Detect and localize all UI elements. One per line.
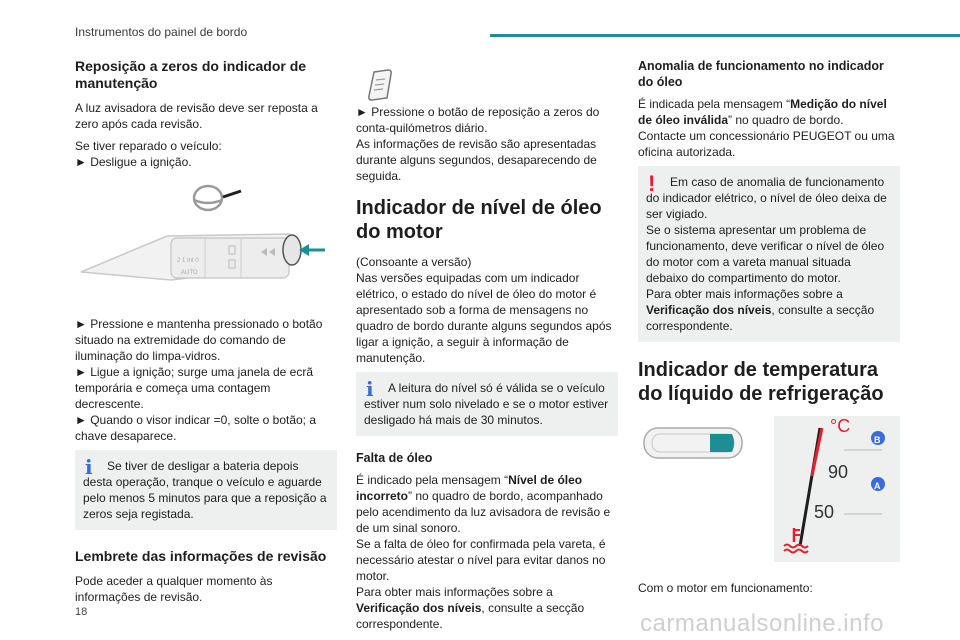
note-text: Se o sistema apresentar um problema de funcionamento, deve verificar o nível de óleo do motor com a vareta manual situada debaixo do compartimento do motor. (646, 223, 885, 285)
text-run-bold: Nível de óleo incorreto (356, 473, 583, 503)
text-run-bold: Verificação dos níveis (646, 303, 772, 317)
warning-icon: ! (648, 171, 656, 196)
paragraph: Se tiver reparado o veículo: (75, 139, 222, 153)
text-run: ” no quadro de bordo, acompanhado pelo acendimento da luz avisadora de revisão e de um sinal sonoro. (356, 489, 611, 535)
arrow-icon (299, 244, 325, 256)
paragraph: Pode aceder a qualquer momento às informações de revisão. (75, 574, 273, 604)
coolant-warning-icon (784, 528, 808, 553)
paragraph (356, 472, 618, 536)
svg-text:AUTO: AUTO (181, 270, 198, 276)
heading-oil-level: Indicador de nível de óleo do motor (356, 197, 602, 243)
coolant-figures (638, 416, 900, 566)
paragraph: ► Pressione e mantenha pressionado o botão situado na extremidade do comando de iluminação do limpa-vidros. (75, 317, 323, 363)
stalk-body (81, 234, 301, 280)
running-header: Instrumentos do painel de bordo (75, 25, 248, 39)
heading-coolant-temperature: Indicador de temperatura do líquido de refrigeração (638, 359, 884, 405)
steering-wheel-icon (194, 186, 241, 210)
page-number: 18 (75, 606, 88, 618)
text-run: É indicado pela mensagem “ (356, 473, 509, 487)
paragraph (638, 96, 900, 128)
reset-button-illustration (364, 68, 404, 102)
heading-reset-maintenance: Reposição a zeros do indicador de manutenção (75, 58, 307, 91)
heading-lack-of-oil: Falta de óleo (356, 451, 433, 465)
gauge-mark-90: 90 (828, 462, 849, 482)
svg-text:2 1 Int 0: 2 1 Int 0 (177, 258, 199, 264)
text-run: , consulte a secção correspondente. (356, 601, 585, 631)
temperature-gauge-panel (774, 416, 900, 562)
paragraph: ► Desligue a ignição. (75, 155, 192, 169)
label-b: B (874, 435, 881, 445)
wiper-stalk-illustration (75, 176, 337, 308)
note-text (646, 286, 892, 334)
paragraph: As informações de revisão são apresentadas durante alguns segundos, desaparecendo de seguida. (356, 137, 597, 183)
info-note (356, 372, 618, 436)
text-run-bold: Medição do nível de óleo inválida (638, 97, 887, 127)
gauge-mark-50: 50 (814, 502, 835, 522)
gauge-unit: °C (830, 416, 851, 436)
paragraph: ► Ligue a ignição; surge uma janela de ecrã temporária e começa uma contagem decrescente. (75, 365, 314, 411)
paragraph: Com o motor em funcionamento: (638, 581, 813, 595)
note-text: A leitura do nível só é válida se o veículo estiver num solo nivelado e se o motor estiver desligado há mais de 30 minutos. (364, 381, 609, 427)
column-3 (638, 58, 900, 602)
paragraph: Nas versões equipadas com um indicador elétrico, o estado do nível de óleo do motor é apresentado sob a forma de mensagens no quadro de bordo durante alguns segundos após ligar a ignição, a seguir à informação de manutenção. (356, 271, 612, 365)
heading-reminder: Lembrete das informações de revisão (75, 548, 327, 564)
header-accent-bar (490, 34, 960, 37)
info-icon: i (366, 377, 374, 401)
label-a: A (874, 481, 881, 491)
watermark: carmanualsonline.info (640, 610, 884, 637)
column-2 (356, 58, 618, 638)
paragraph: Se a falta de óleo for confirmada pela vareta, é necessário atestar o nível para evitar danos no motor. (356, 537, 606, 583)
text-run: Para obter mais informações sobre a (356, 585, 553, 599)
text-run: É indicada pela mensagem “ (638, 97, 791, 111)
text-run: ” no quadro de bordo. (728, 113, 844, 127)
paragraph: A luz avisadora de revisão deve ser reposta a zero após cada revisão. (75, 101, 318, 131)
paragraph: ► Pressione o botão de reposição a zeros do conta-quilómetros diário. (356, 105, 600, 135)
info-icon: i (85, 455, 93, 479)
note-text: Em caso de anomalia de funcionamento do indicador elétrico, o nível de óleo deixa de ser vigiado. (646, 175, 887, 221)
warning-note (638, 166, 900, 342)
note-text: Se tiver de desligar a bateria depois desta operação, tranque o veículo e aguarde pelo menos 5 minutos para que a reposição a zeros seja registada. (83, 459, 327, 521)
paragraph (356, 584, 618, 632)
paragraph: ► Quando o visor indicar =0, solte o botão; a chave desaparece. (75, 413, 317, 443)
column-1 (75, 58, 337, 611)
text-run: Para obter mais informações sobre a (646, 287, 843, 301)
heading-oil-anomaly: Anomalia de funcionamento no indicador do óleo (638, 59, 884, 89)
paragraph: (Consoante a versão) (356, 255, 472, 269)
instrument-cluster-icon (640, 424, 750, 464)
text-run-bold: Verificação dos níveis (356, 601, 482, 615)
info-note (75, 450, 337, 530)
text-run: , consulte a secção correspondente. (646, 303, 875, 333)
paragraph: Contacte um concessionário PEUGEOT ou uma oficina autorizada. (638, 129, 895, 159)
